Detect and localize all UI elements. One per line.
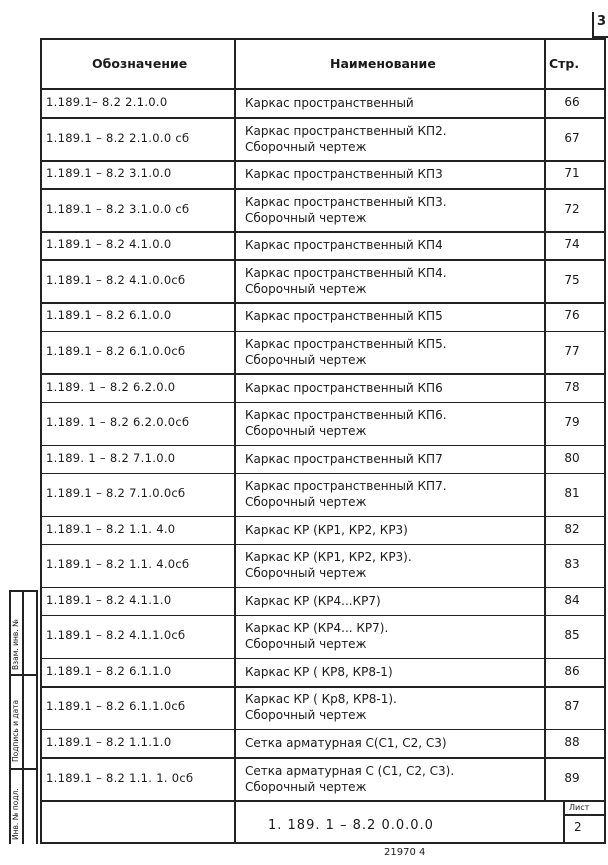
row-designation: 1.189.1– 8.2 2.1.0.0 (46, 95, 168, 110)
row-divider (40, 231, 606, 233)
row-name (245, 194, 447, 226)
row-name (245, 522, 408, 538)
row-name-line: Сборочный чертеж (245, 495, 367, 510)
row-name-line: Каркас пространственный КП6 (245, 380, 443, 395)
stamp-sheet-line (563, 814, 606, 816)
row-name-line: Сборочный чертеж (245, 281, 367, 296)
row-divider (40, 757, 606, 759)
header-bottom-line (40, 88, 606, 90)
row-page: 76 (564, 308, 580, 323)
stamp-top-line (40, 800, 606, 802)
side-label-signature-date: Подпись и дата (11, 699, 20, 762)
row-name-line: Каркас КР ( КР8, КР8-1) (245, 664, 393, 679)
row-page: 87 (564, 699, 580, 714)
row-divider (40, 188, 606, 190)
row-name (245, 664, 393, 680)
row-designation: 1.189.1 – 8.2 1.1.1.0 (46, 735, 172, 749)
row-page: 74 (564, 237, 580, 252)
row-page: 82 (564, 521, 580, 536)
row-name-line: Сборочный чертеж (245, 566, 367, 581)
row-designation: 1.189. 1 – 8.2 6.2.0.0сб (46, 415, 190, 430)
row-designation: 1.189.1 – 8.2 1.1. 1. 0сб (46, 770, 194, 785)
row-name (245, 166, 443, 182)
row-name-line: Сетка арматурная С (С1, С2, С3). (245, 763, 455, 778)
row-designation: 1.189.1 – 8.2 6.1.1.0сб (46, 699, 186, 714)
row-designation: 1.189.1 – 8.2 4.1.0.0сб (46, 272, 186, 287)
row-page: 77 (564, 343, 580, 358)
row-page: 86 (564, 663, 580, 678)
row-designation: 1.189.1 – 8.2 3.1.0.0 (46, 166, 172, 181)
row-name (245, 478, 447, 510)
row-divider (40, 473, 606, 475)
row-page: 66 (564, 95, 580, 110)
footer-text: 21970 4 (384, 847, 426, 858)
row-page: 83 (564, 557, 580, 572)
sheet-label: Лист (569, 803, 590, 812)
row-page: 71 (564, 166, 580, 181)
row-divider (40, 445, 606, 447)
row-name (245, 549, 412, 581)
row-divider (40, 615, 606, 617)
row-name-line: Сборочный чертеж (245, 779, 367, 794)
document-code: 1. 189. 1 – 8.2 0.0.0.0 (268, 818, 434, 833)
row-divider (40, 117, 606, 119)
row-name-line: Каркас КР (КР4...КР7) (245, 593, 381, 608)
row-name (245, 308, 443, 324)
row-page: 67 (564, 130, 580, 145)
header-page: Стр. (549, 56, 580, 71)
row-name-line: Сетка арматурная С(С1, С2, С3) (245, 736, 447, 750)
strip-line-3 (36, 590, 38, 844)
row-name-line: Каркас пространственный КП5. (245, 336, 447, 351)
row-divider (40, 259, 606, 261)
row-divider (40, 516, 606, 518)
row-name-line: Сборочный чертеж (245, 210, 367, 225)
row-name-line: Каркас КР (КР1, КР2, КР3) (245, 522, 408, 537)
row-designation: 1.189. 1 – 8.2 7.1.0.0 (46, 450, 176, 465)
row-designation: 1.189.1 – 8.2 1.1. 4.0сб (46, 557, 190, 572)
row-designation: 1.189.1 – 8.2 3.1.0.0 сб (46, 201, 190, 216)
strip-line-2 (22, 590, 24, 844)
row-name-line: Каркас КР (КР4... КР7). (245, 621, 389, 636)
row-name (245, 593, 381, 609)
row-divider (40, 402, 606, 404)
row-page: 75 (564, 272, 580, 287)
row-page: 89 (564, 770, 580, 785)
row-name-line: Каркас пространственный КП4 (245, 238, 443, 253)
row-divider (40, 729, 606, 731)
row-page: 84 (564, 592, 580, 607)
page-number: 3 (597, 14, 607, 29)
row-name (245, 763, 454, 795)
side-label-inv-original: Инв. № подл. (11, 788, 20, 840)
row-name-line: Сборочный чертеж (245, 637, 367, 652)
row-name (245, 123, 447, 155)
row-name-line: Каркас пространственный КП5 (245, 309, 443, 324)
row-designation: 1.189. 1 – 8.2 6.2.0.0 (46, 379, 176, 394)
row-divider (40, 544, 606, 546)
row-name (245, 735, 447, 751)
row-name (245, 95, 414, 111)
row-divider (40, 331, 606, 333)
row-name-line: Каркас пространственный КП6. (245, 408, 447, 423)
row-divider (40, 302, 606, 304)
row-page: 80 (564, 450, 580, 465)
row-page: 88 (564, 735, 580, 749)
sheet-value: 2 (574, 820, 582, 834)
row-name-line: Сборочный чертеж (245, 424, 367, 439)
stamp-divider (234, 800, 236, 844)
row-divider (40, 686, 606, 688)
row-designation: 1.189.1 – 8.2 4.1.0.0 (46, 237, 172, 252)
row-page: 79 (564, 415, 580, 430)
row-name-line: Каркас пространственный КП2. (245, 123, 447, 138)
header-name: Наименование (330, 56, 436, 71)
row-name-line: Каркас пространственный КП7 (245, 451, 443, 466)
row-name-line: Каркас КР (КР1, КР2, КР3). (245, 550, 412, 565)
side-label-replaces-inv: Взам. инв. № (11, 619, 20, 670)
strip-top-line (9, 590, 38, 592)
row-divider (40, 658, 606, 660)
row-designation: 1.189.1 – 8.2 7.1.0.0сб (46, 486, 186, 501)
row-designation: 1.189.1 – 8.2 4.1.1.0сб (46, 628, 186, 643)
row-name-line: Каркас пространственный КП3. (245, 194, 447, 209)
row-name (245, 691, 397, 723)
row-page: 72 (564, 201, 580, 216)
row-designation: 1.189.1 – 8.2 2.1.0.0 сб (46, 130, 190, 145)
row-name (245, 336, 447, 368)
row-page: 85 (564, 628, 580, 643)
row-divider (40, 587, 606, 589)
row-name-line: Каркас пространственный КП7. (245, 479, 447, 494)
row-page: 81 (564, 486, 580, 501)
header-designation: Обозначение (92, 56, 188, 71)
row-designation: 1.189.1 – 8.2 6.1.0.0 (46, 308, 172, 323)
row-name-line: Каркас КР ( Кр8, КР8-1). (245, 692, 397, 707)
row-name (245, 380, 443, 396)
row-name-line: Каркас пространственный КП4. (245, 265, 447, 280)
row-designation: 1.189.1 – 8.2 6.1.1.0 (46, 663, 172, 678)
row-name-line: Сборочный чертеж (245, 708, 367, 723)
row-name (245, 237, 443, 253)
stamp-sheet-divider (563, 800, 565, 844)
row-name (245, 407, 447, 439)
row-name-line: Сборочный чертеж (245, 352, 367, 367)
row-page: 78 (564, 379, 580, 394)
row-name-line: Сборочный чертеж (245, 139, 367, 154)
row-divider (40, 373, 606, 375)
row-name (245, 451, 443, 467)
strip-sep-2 (9, 768, 38, 770)
row-name-line: Каркас пространственный КП3 (245, 167, 443, 182)
row-divider (40, 160, 606, 162)
row-name-line: Каркас пространственный (245, 96, 414, 111)
row-designation: 1.189.1 – 8.2 6.1.0.0сб (46, 343, 186, 358)
row-designation: 1.189.1 – 8.2 4.1.1.0 (46, 592, 172, 607)
side-stamp-strip (0, 590, 38, 844)
row-name (245, 265, 447, 297)
row-name (245, 620, 388, 652)
row-designation: 1.189.1 – 8.2 1.1. 4.0 (46, 521, 176, 536)
strip-sep-1 (9, 674, 38, 676)
